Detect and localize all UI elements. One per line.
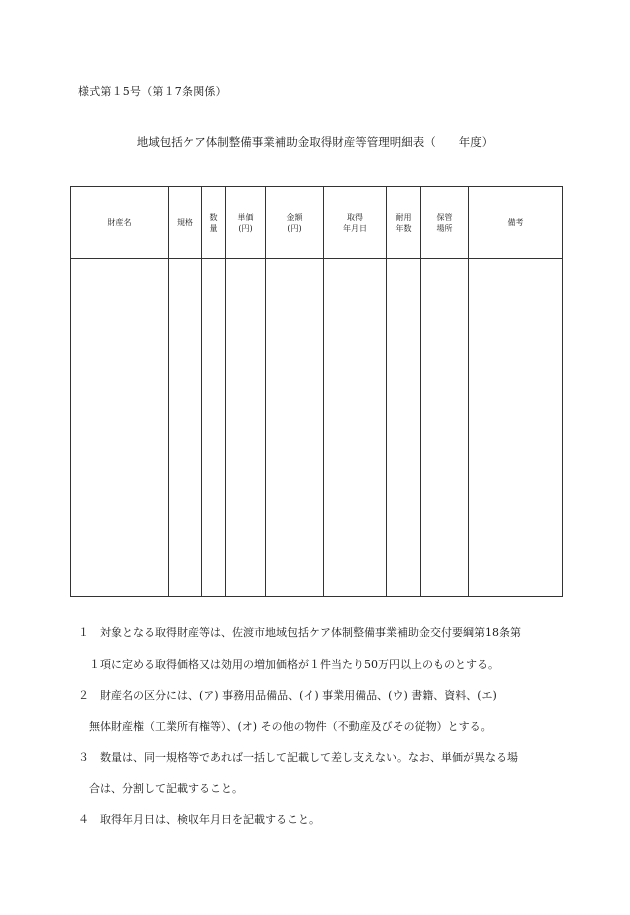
header-storage-location: 保管 場所 <box>421 187 469 259</box>
header-unit-price: 単価 (円) <box>226 187 266 259</box>
table-header-row <box>71 187 563 259</box>
note-4-line-1: ４ 取得年月日は、検収年月日を記載すること。 <box>78 813 320 826</box>
note-1-line-2: １項に定める取得価格又は効用の増加価格が１件当たり50万円以上のものとする。 <box>89 658 499 671</box>
document-title: 地域包括ケア体制整備事業補助金取得財産等管理明細表（ 年度） <box>136 135 494 149</box>
header-useful-life: 耐用 年数 <box>387 187 421 259</box>
note-1-line-1: １ 対象となる取得財産等は、佐渡市地域包括ケア体制整備事業補助金交付要綱第18条第 <box>78 626 521 639</box>
header-acquisition-date: 取得 年月日 <box>324 187 387 259</box>
note-3-line-1: ３ 数量は、同一規格等であれば一括して記載して差し支えない。なお、単価が異なる場 <box>78 751 518 764</box>
cell-acquisition-date[interactable] <box>324 259 387 597</box>
cell-spec[interactable] <box>169 259 202 597</box>
cell-unit-price[interactable] <box>226 259 266 597</box>
header-amount: 金額 (円) <box>266 187 324 259</box>
note-2-line-2: 無体財産権（工業所有権等）、(オ) その他の物件（不動産及びその従物）とする。 <box>89 720 492 733</box>
form-number: 様式第１5号（第１7条関係） <box>78 85 227 98</box>
cell-remarks[interactable] <box>469 259 563 597</box>
table-row <box>71 259 563 597</box>
cell-asset-name[interactable] <box>71 259 169 597</box>
cell-quantity[interactable] <box>202 259 226 597</box>
header-spec: 規格 <box>169 187 202 259</box>
cell-storage-location[interactable] <box>421 259 469 597</box>
header-asset-name: 財産名 <box>71 187 169 259</box>
cell-amount[interactable] <box>266 259 324 597</box>
asset-ledger-table <box>70 186 563 597</box>
note-2-line-1: ２ 財産名の区分には、(ア) 事務用品備品、(イ) 事業用備品、(ウ) 書籍、資料、(エ) <box>78 689 497 702</box>
note-3-line-2: 合は、分割して記載すること。 <box>89 782 243 795</box>
header-remarks: 備考 <box>469 187 563 259</box>
header-quantity: 数 量 <box>202 187 226 259</box>
cell-useful-life[interactable] <box>387 259 421 597</box>
